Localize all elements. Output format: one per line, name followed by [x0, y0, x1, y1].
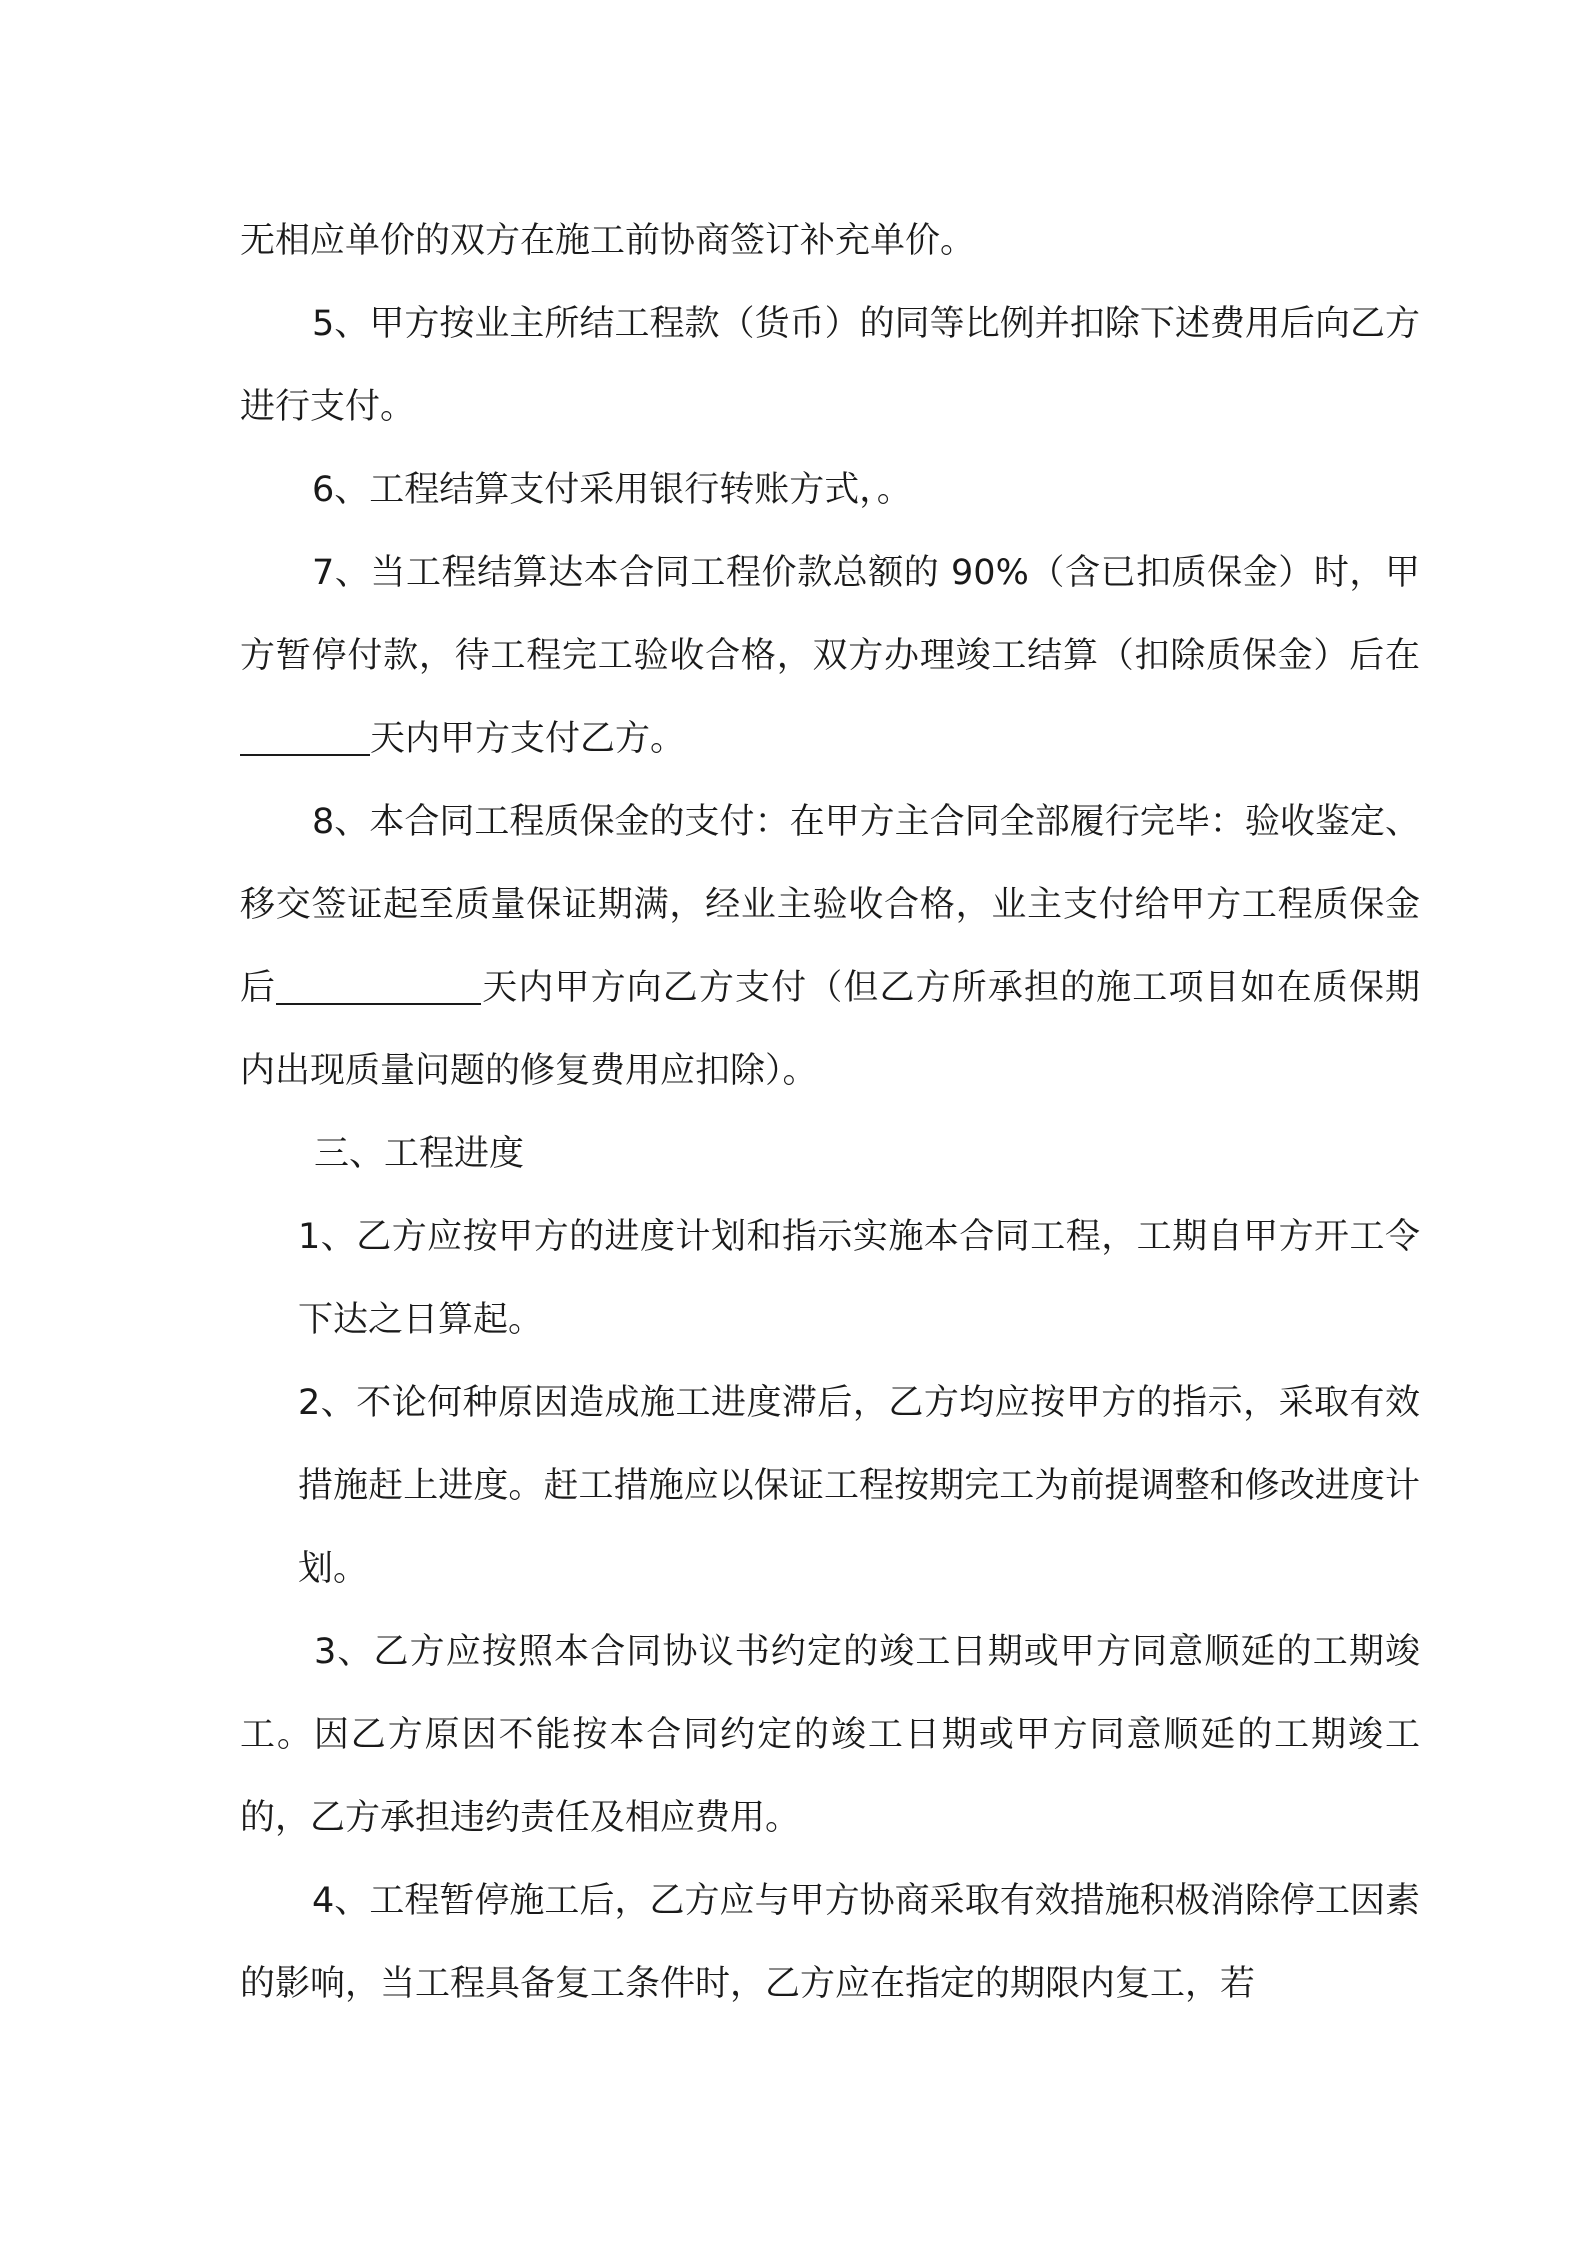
paragraph-item-8-text: 8、本合同工程质保金的支付：在甲方主合同全部履行完毕：验收鉴定、移交签证起至质量保证期满，经业主验收合格，业主支付给甲方工程质保金后 [240, 802, 1420, 1008]
paragraph-continuation: 无相应单价的双方在施工前协商签订补充单价。 [240, 221, 976, 261]
fill-in-blank-days-2 [276, 967, 481, 1005]
paragraph-item-8 [240, 781, 1420, 1113]
paragraph-item-6: 6、工程结算支付采用银行转账方式，。 [312, 470, 912, 510]
paragraph-item-8-tail: 天内甲方向乙方支付（但乙方所承担的施工项目如在质保期内出现质量问题的修复费用应扣除）。 [240, 968, 1420, 1091]
progress-item-3: 3、乙方应按照本合同协议书约定的竣工日期或甲方同意顺延的工期竣工。因乙方原因不能按本合同约定的竣工日期或甲方同意顺延的工期竣工的，乙方承担违约责任及相应费用。 [240, 1632, 1420, 1838]
paragraph-item-5: 5、甲方按业主所结工程款（货币）的同等比例并扣除下述费用后向乙方进行支付。 [240, 304, 1420, 427]
paragraph-item-7-text: 7、当工程结算达本合同工程价款总额的 90%（含已扣质保金）时，甲方暂停付款，待工程完工验收合格，双方办理竣工结算（扣除质保金）后在 [240, 553, 1420, 676]
progress-item-2: 2、不论何种原因造成施工进度滞后，乙方均应按甲方的指示，采取有效措施赶上进度。赶工措施应以保证工程按期完工为前提调整和修改进度计划。 [298, 1383, 1420, 1589]
section-heading-progress: 三、工程进度 [314, 1134, 525, 1174]
paragraph-item-7-tail: 天内甲方支付乙方。 [370, 719, 686, 759]
document-body [240, 200, 1420, 2026]
paragraph-item-7 [240, 532, 1420, 781]
progress-item-1: 1、乙方应按甲方的进度计划和指示实施本合同工程，工期自甲方开工令下达之日算起。 [298, 1217, 1420, 1340]
fill-in-blank-days [240, 718, 370, 756]
progress-item-4: 4、工程暂停施工后，乙方应与甲方协商采取有效措施积极消除停工因素的影响，当工程具备复工条件时，乙方应在指定的期限内复工，若 [240, 1881, 1420, 2004]
